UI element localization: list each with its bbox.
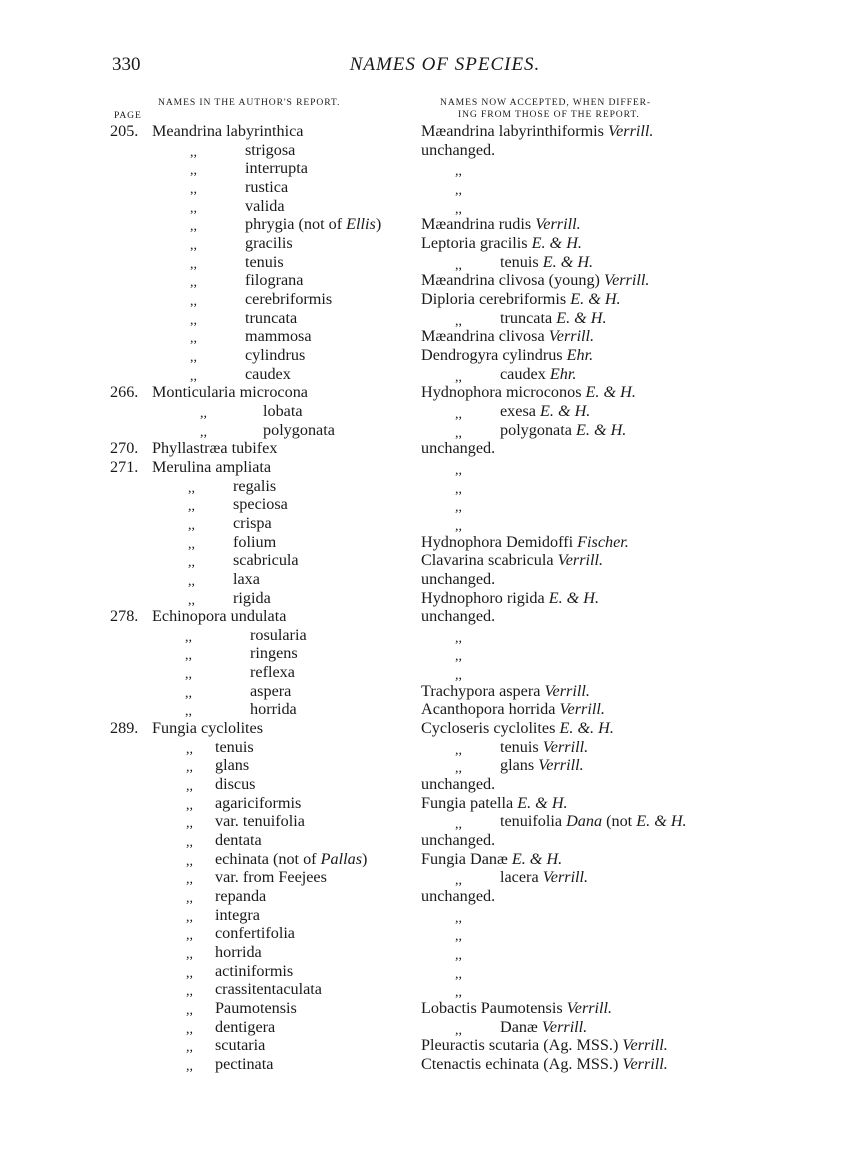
ditto-mark: ,, bbox=[186, 1040, 193, 1056]
author-name: rosularia bbox=[250, 625, 307, 644]
text-run: (not bbox=[602, 812, 637, 831]
author-name: Merulina ampliata bbox=[152, 457, 272, 476]
authority-italic: Verrill. bbox=[622, 1036, 668, 1055]
accepted-name bbox=[421, 570, 495, 588]
author-name: filograna bbox=[245, 271, 304, 290]
text-run: Mæandrina clivosa bbox=[421, 327, 549, 346]
column-heading-right-line-2: ING FROM THOSE OF THE REPORT. bbox=[458, 109, 640, 120]
text-run: Mæandrina clivosa (young) bbox=[421, 271, 604, 290]
text-run: Pleuractis scutaria (Ag. MSS.) bbox=[421, 1036, 623, 1055]
author-name: aspera bbox=[250, 681, 292, 700]
accepted-name bbox=[421, 383, 636, 401]
text-run: phrygia (not of bbox=[245, 215, 347, 234]
author-name: Echinopora undulata bbox=[152, 607, 287, 626]
accepted-name bbox=[421, 719, 614, 737]
author-name: rigida bbox=[233, 588, 271, 607]
table-row bbox=[0, 644, 850, 663]
ditto-mark: ,, bbox=[186, 816, 193, 832]
table-row bbox=[0, 197, 850, 216]
table-row bbox=[0, 178, 850, 197]
table-row bbox=[0, 271, 850, 290]
table-row bbox=[0, 421, 850, 440]
ditto-mark: ,, bbox=[190, 181, 197, 197]
ditto-mark: ,, bbox=[455, 182, 462, 198]
author-name: truncata bbox=[245, 308, 298, 327]
table-row bbox=[0, 402, 850, 421]
accepted-name bbox=[421, 327, 594, 345]
table-row bbox=[0, 700, 850, 719]
accepted-name bbox=[421, 271, 649, 289]
text-run: unchanged. bbox=[421, 775, 496, 794]
text-run: glans bbox=[500, 756, 539, 775]
ditto-mark: ,, bbox=[200, 424, 207, 440]
table-row bbox=[0, 533, 850, 552]
table-row bbox=[0, 383, 850, 402]
author-name: Phyllastræa tubifex bbox=[152, 439, 278, 458]
authority-italic: Ellis bbox=[346, 215, 376, 234]
author-name: polygonata bbox=[263, 420, 335, 439]
table-row bbox=[0, 756, 850, 775]
authority-italic: E. & H. bbox=[511, 849, 563, 868]
author-name: folium bbox=[233, 532, 277, 551]
author-name: tenuis bbox=[245, 252, 284, 271]
author-name: repanda bbox=[215, 887, 267, 906]
text-run: unchanged. bbox=[421, 439, 496, 458]
text-run: echinata (not of bbox=[215, 849, 321, 868]
author-name: agariciformis bbox=[215, 793, 302, 812]
ditto-mark: ,, bbox=[190, 275, 197, 291]
ditto-mark: ,, bbox=[188, 536, 195, 552]
accepted-name bbox=[421, 141, 495, 159]
text-run: tenuifolia bbox=[500, 812, 567, 831]
running-title: NAMES OF SPECIES. bbox=[349, 54, 541, 75]
ditto-mark: ,, bbox=[190, 293, 197, 309]
ditto-mark: ,, bbox=[455, 257, 462, 273]
author-name: tenuis bbox=[215, 737, 254, 756]
ditto-mark: ,, bbox=[188, 592, 195, 608]
text-run: Mæandrina rudis bbox=[421, 215, 536, 234]
page-column-label: PAGE bbox=[114, 110, 142, 121]
authority-italic: E. & H. bbox=[542, 252, 594, 271]
table-row bbox=[0, 365, 850, 384]
ditto-mark: ,, bbox=[190, 200, 197, 216]
accepted-name bbox=[500, 421, 626, 439]
table-row bbox=[0, 159, 850, 178]
ditto-mark: ,, bbox=[190, 163, 197, 179]
text-run: unchanged. bbox=[421, 831, 496, 850]
text-run: Hydnophora microconos bbox=[421, 383, 586, 402]
accepted-name bbox=[500, 365, 576, 383]
ditto-mark: ,, bbox=[186, 1059, 193, 1074]
author-name: confertifolia bbox=[215, 924, 295, 943]
accepted-name bbox=[500, 756, 584, 774]
author-name: scutaria bbox=[215, 1036, 266, 1055]
ditto-mark: ,, bbox=[455, 369, 462, 385]
text-run: Diploria cerebriformis bbox=[421, 289, 571, 308]
text-run: tenuis bbox=[500, 737, 543, 756]
ditto-mark: ,, bbox=[186, 760, 193, 776]
author-name: regalis bbox=[233, 476, 277, 495]
text-run: Mæandrina labyrinthiformis bbox=[421, 122, 609, 140]
text-run: exesa bbox=[500, 401, 540, 420]
accepted-name bbox=[421, 775, 495, 793]
table-row bbox=[0, 1018, 850, 1037]
ditto-mark: ,, bbox=[186, 909, 193, 925]
author-name: actiniformis bbox=[215, 961, 294, 980]
accepted-name bbox=[500, 309, 607, 327]
author-name: horrida bbox=[215, 943, 262, 962]
author-name: laxa bbox=[233, 569, 260, 588]
table-row bbox=[0, 122, 850, 141]
accepted-name bbox=[421, 850, 562, 868]
table-row bbox=[0, 1055, 850, 1074]
table-row bbox=[0, 551, 850, 570]
text-run: unchanged. bbox=[421, 569, 496, 588]
ditto-mark: ,, bbox=[455, 481, 462, 497]
text-run: Fungia Danæ bbox=[421, 849, 512, 868]
page-reference: 289. bbox=[110, 719, 139, 738]
ditto-mark: ,, bbox=[455, 630, 462, 646]
text-run: ) bbox=[362, 849, 368, 868]
author-name: dentigera bbox=[215, 1017, 276, 1036]
authority-italic: Ehr. bbox=[549, 364, 577, 383]
table-row bbox=[0, 570, 850, 589]
table-row bbox=[0, 663, 850, 682]
page-reference: 271. bbox=[110, 457, 139, 476]
ditto-mark: ,, bbox=[186, 1021, 193, 1037]
table-row bbox=[0, 794, 850, 813]
author-name: valida bbox=[245, 196, 285, 215]
ditto-mark: ,, bbox=[186, 872, 193, 888]
text-run: Ctenactis echinata (Ag. MSS.) bbox=[421, 1055, 623, 1073]
text-run: Trachypora aspera bbox=[421, 681, 545, 700]
table-row bbox=[0, 626, 850, 645]
author-name: ringens bbox=[250, 644, 298, 663]
column-heading-right-line-1: NAMES NOW ACCEPTED, WHEN DIFFER- bbox=[440, 97, 652, 108]
table-row bbox=[0, 719, 850, 738]
text-run: Clavarina scabricula bbox=[421, 551, 558, 570]
ditto-mark: ,, bbox=[190, 144, 197, 160]
ditto-mark: ,, bbox=[186, 797, 193, 813]
table-row bbox=[0, 999, 850, 1018]
ditto-mark: ,, bbox=[455, 966, 462, 982]
author-name: caudex bbox=[245, 364, 291, 383]
ditto-mark: ,, bbox=[186, 928, 193, 944]
ditto-mark: ,, bbox=[455, 500, 462, 516]
ditto-mark: ,, bbox=[190, 312, 197, 328]
accepted-name bbox=[500, 868, 588, 886]
ditto-mark: ,, bbox=[186, 835, 193, 851]
page-reference: 205. bbox=[110, 122, 139, 140]
text-run: Dendrogyra cylindrus bbox=[421, 345, 567, 364]
text-run: polygonata bbox=[500, 420, 576, 439]
authority-italic: Verrill. bbox=[622, 1055, 668, 1073]
ditto-mark: ,, bbox=[200, 405, 207, 421]
page-reference: 266. bbox=[110, 383, 139, 402]
author-name: discus bbox=[215, 775, 256, 794]
authority-italic: E. & H. bbox=[556, 308, 607, 327]
authority-italic: E. &. H. bbox=[559, 719, 614, 738]
table-row bbox=[0, 327, 850, 346]
table-row bbox=[0, 831, 850, 850]
ditto-mark: ,, bbox=[188, 480, 195, 496]
author-name: Meandrina labyrinthica bbox=[152, 122, 304, 140]
table-row bbox=[0, 290, 850, 309]
text-run: unchanged. bbox=[421, 887, 496, 906]
table-row bbox=[0, 589, 850, 608]
ditto-mark: ,, bbox=[455, 649, 462, 665]
ditto-mark: ,, bbox=[190, 219, 197, 235]
authority-italic: Ehr. bbox=[566, 345, 594, 364]
text-run: Hydnophoro rigida bbox=[421, 588, 549, 607]
ditto-mark: ,, bbox=[188, 517, 195, 533]
authority-italic: Verrill. bbox=[535, 215, 581, 234]
table-row bbox=[0, 962, 850, 981]
ditto-mark: ,, bbox=[186, 779, 193, 795]
ditto-mark: ,, bbox=[190, 331, 197, 347]
column-heading-left: NAMES IN THE AUTHOR'S REPORT. bbox=[158, 97, 341, 108]
table-row bbox=[0, 850, 850, 869]
table-row bbox=[0, 924, 850, 943]
ditto-mark: ,, bbox=[455, 201, 462, 217]
ditto-mark: ,, bbox=[186, 984, 193, 1000]
table-row bbox=[0, 980, 850, 999]
author-name: gracilis bbox=[245, 233, 293, 252]
authority-italic: Verrill. bbox=[542, 737, 589, 756]
authority-italic: Verrill. bbox=[548, 327, 595, 346]
ditto-mark: ,, bbox=[455, 1022, 462, 1038]
authority-italic: Verrill. bbox=[603, 271, 650, 290]
text-run: Hydnophora Demidoffi bbox=[421, 532, 578, 551]
ditto-mark: ,, bbox=[455, 668, 462, 684]
ditto-mark: ,, bbox=[188, 499, 195, 515]
accepted-name bbox=[421, 122, 653, 140]
accepted-name bbox=[500, 402, 590, 420]
authority-italic: Verrill. bbox=[559, 700, 605, 719]
author-name: scabricula bbox=[233, 551, 299, 570]
ditto-mark: ,, bbox=[185, 648, 192, 664]
table-row bbox=[0, 514, 850, 533]
accepted-name bbox=[421, 346, 593, 364]
page-reference: 278. bbox=[110, 607, 139, 626]
author-name: dentata bbox=[215, 831, 262, 850]
authority-italic: Verrill. bbox=[538, 756, 584, 775]
author-name: reflexa bbox=[250, 663, 295, 682]
accepted-name bbox=[421, 831, 495, 849]
accepted-name bbox=[421, 887, 495, 905]
ditto-mark: ,, bbox=[185, 685, 192, 701]
author-name: var. tenuifolia bbox=[215, 812, 305, 831]
accepted-name bbox=[421, 234, 582, 252]
table-row bbox=[0, 215, 850, 234]
ditto-mark: ,, bbox=[190, 237, 197, 253]
ditto-mark: ,, bbox=[186, 965, 193, 981]
authority-italic: Verrill. bbox=[542, 868, 589, 887]
table-row bbox=[0, 682, 850, 701]
table-row bbox=[0, 309, 850, 328]
authority-italic: Verrill. bbox=[608, 122, 654, 140]
ditto-mark: ,, bbox=[455, 518, 462, 534]
accepted-name bbox=[421, 1055, 668, 1073]
author-name: speciosa bbox=[233, 495, 288, 514]
ditto-mark: ,, bbox=[185, 704, 192, 720]
author-name: Paumotensis bbox=[215, 999, 297, 1018]
authority-italic: Verrill. bbox=[566, 999, 613, 1018]
text-run: Lobactis Paumotensis bbox=[421, 999, 567, 1018]
ditto-mark: ,, bbox=[455, 425, 462, 441]
ditto-mark: ,, bbox=[188, 555, 195, 571]
ditto-mark: ,, bbox=[455, 164, 462, 180]
accepted-name bbox=[421, 607, 495, 625]
table-row bbox=[0, 868, 850, 887]
table-row bbox=[0, 234, 850, 253]
ditto-mark: ,, bbox=[188, 573, 195, 589]
page-reference: 270. bbox=[110, 439, 139, 458]
authority-italic: Dana bbox=[566, 812, 603, 831]
text-run: Acanthopora horrida bbox=[421, 700, 560, 719]
authority-italic: E. & H. bbox=[548, 588, 600, 607]
ditto-mark: ,, bbox=[455, 910, 462, 926]
table-row bbox=[0, 253, 850, 272]
ditto-mark: ,, bbox=[185, 629, 192, 645]
accepted-name bbox=[500, 1018, 587, 1036]
table-row bbox=[0, 887, 850, 906]
authority-italic: E. & H. bbox=[531, 233, 582, 252]
author-name: lobata bbox=[263, 401, 303, 420]
table-row bbox=[0, 943, 850, 962]
accepted-name bbox=[500, 812, 687, 830]
accepted-name bbox=[421, 551, 603, 569]
author-name: horrida bbox=[250, 700, 297, 719]
accepted-name bbox=[421, 700, 605, 718]
ditto-mark: ,, bbox=[186, 947, 193, 963]
author-name: crassitentaculata bbox=[215, 980, 322, 999]
accepted-name bbox=[421, 589, 599, 607]
author-name: cylindrus bbox=[245, 345, 306, 364]
table-row bbox=[0, 477, 850, 496]
table-row bbox=[0, 495, 850, 514]
ditto-mark: ,, bbox=[186, 853, 193, 869]
column-heading-right bbox=[440, 97, 730, 121]
accepted-name bbox=[500, 253, 593, 271]
authority-italic: E. & H. bbox=[585, 383, 636, 402]
page-number: 330 bbox=[112, 54, 141, 75]
authority-italic: E. & H. bbox=[575, 420, 627, 439]
author-name: integra bbox=[215, 905, 260, 924]
authority-italic: E. & H. bbox=[636, 812, 687, 831]
text-run: tenuis bbox=[500, 252, 543, 271]
accepted-name bbox=[421, 682, 590, 700]
accepted-name bbox=[421, 533, 629, 551]
authority-italic: E. & H. bbox=[540, 401, 591, 420]
text-run: caudex bbox=[500, 364, 550, 383]
table-row bbox=[0, 906, 850, 925]
text-run: unchanged. bbox=[421, 140, 496, 159]
authority-italic: E. & H. bbox=[570, 289, 621, 308]
ditto-mark: ,, bbox=[455, 761, 462, 777]
text-run: truncata bbox=[500, 308, 557, 327]
author-name: var. from Feejees bbox=[215, 868, 327, 887]
ditto-mark: ,, bbox=[455, 929, 462, 945]
author-name: cerebriformis bbox=[245, 289, 333, 308]
ditto-mark: ,, bbox=[455, 873, 462, 889]
accepted-name bbox=[421, 999, 612, 1017]
ditto-mark: ,, bbox=[455, 817, 462, 833]
text-run: lacera bbox=[500, 868, 543, 887]
author-name: Monticularia microcona bbox=[152, 383, 308, 402]
author-name: strigosa bbox=[245, 140, 296, 159]
authority-italic: Verrill. bbox=[541, 1017, 588, 1036]
ditto-mark: ,, bbox=[190, 256, 197, 272]
text-run: ) bbox=[375, 215, 382, 234]
table-row bbox=[0, 439, 850, 458]
author-name bbox=[245, 215, 381, 233]
author-name: pectinata bbox=[215, 1055, 274, 1073]
accepted-name bbox=[500, 738, 588, 756]
authority-italic: Fischer. bbox=[577, 532, 629, 551]
ditto-mark: ,, bbox=[455, 462, 462, 478]
ditto-mark: ,, bbox=[190, 368, 197, 384]
ditto-mark: ,, bbox=[185, 667, 192, 683]
text-run: Leptoria gracilis bbox=[421, 233, 532, 252]
ditto-mark: ,, bbox=[186, 1003, 193, 1019]
table-row bbox=[0, 346, 850, 365]
ditto-mark: ,, bbox=[455, 985, 462, 1001]
accepted-name bbox=[421, 439, 495, 457]
authority-italic: Pallas bbox=[320, 849, 362, 868]
author-name: glans bbox=[215, 756, 250, 775]
table-row bbox=[0, 458, 850, 477]
ditto-mark: ,, bbox=[455, 406, 462, 422]
ditto-mark: ,, bbox=[455, 313, 462, 329]
text-run: unchanged. bbox=[421, 607, 496, 626]
table-row bbox=[0, 812, 850, 831]
authority-italic: E. & H. bbox=[517, 793, 568, 812]
author-name: Fungia cyclolites bbox=[152, 719, 264, 738]
accepted-name bbox=[421, 290, 621, 308]
text-run: Danæ bbox=[500, 1017, 542, 1036]
ditto-mark: ,, bbox=[455, 948, 462, 964]
accepted-name bbox=[421, 794, 568, 812]
author-name: crispa bbox=[233, 513, 272, 532]
ditto-mark: ,, bbox=[455, 742, 462, 758]
accepted-name bbox=[421, 215, 581, 233]
ditto-mark: ,, bbox=[186, 741, 193, 757]
table-row bbox=[0, 607, 850, 626]
author-name bbox=[215, 850, 367, 868]
ditto-mark: ,, bbox=[186, 891, 193, 907]
ditto-mark: ,, bbox=[190, 349, 197, 365]
authority-italic: Verrill. bbox=[557, 551, 604, 570]
author-name: mammosa bbox=[245, 327, 312, 346]
text-run: Cycloseris cyclolites bbox=[421, 719, 560, 738]
author-name: rustica bbox=[245, 177, 289, 196]
accepted-name bbox=[421, 1036, 668, 1054]
author-name: interrupta bbox=[245, 159, 308, 178]
table-row bbox=[0, 141, 850, 160]
table-row bbox=[0, 738, 850, 757]
text-run: Fungia patella bbox=[421, 793, 518, 812]
table-row bbox=[0, 775, 850, 794]
table-row bbox=[0, 1036, 850, 1055]
authority-italic: Verrill. bbox=[544, 681, 590, 700]
